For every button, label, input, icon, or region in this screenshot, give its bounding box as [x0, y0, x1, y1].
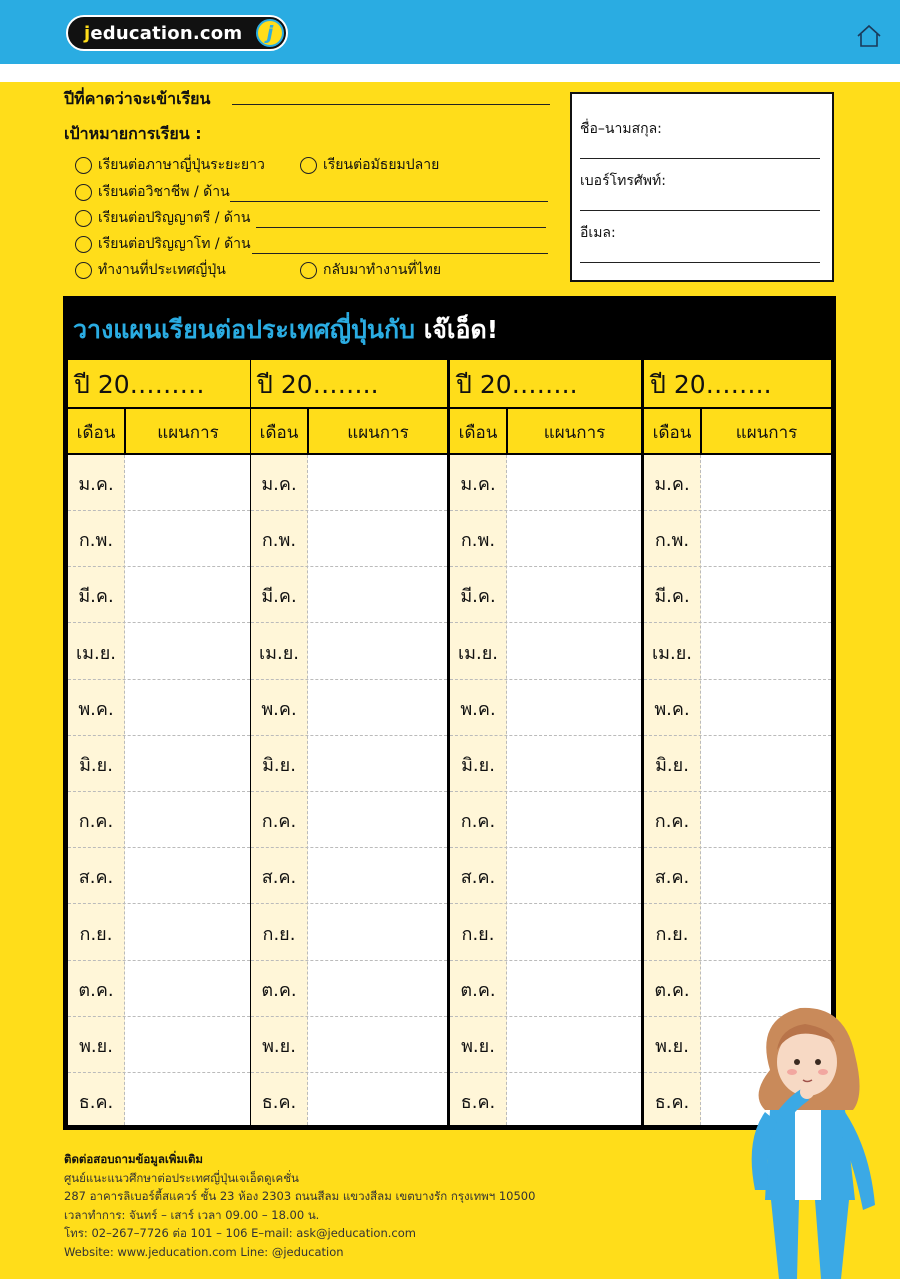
month-label: ต.ค.: [78, 979, 114, 1001]
month-row[interactable]: [450, 792, 641, 848]
month-label: เม.ย.: [258, 642, 299, 664]
option-label: เรียนต่อภาษาญี่ปุ่นระยะยาว: [98, 157, 265, 173]
expected-year-field[interactable]: [232, 104, 550, 105]
option-high-school[interactable]: [300, 154, 439, 176]
month-row[interactable]: [68, 567, 250, 623]
month-label: ก.ย.: [655, 923, 689, 945]
month-row[interactable]: [251, 567, 447, 623]
plan-header: แผนการ: [543, 423, 606, 443]
month-row[interactable]: [68, 624, 250, 680]
option-bachelor[interactable]: [75, 207, 250, 229]
month-row[interactable]: [450, 736, 641, 792]
month-label: ม.ค.: [261, 474, 297, 495]
month-label: มิ.ย.: [461, 755, 495, 776]
email-label: อีเมล:: [580, 225, 616, 241]
column-subheader: [251, 409, 447, 453]
footer-contact: [64, 1150, 624, 1261]
footer-line: Website: www.jeducation.com Line: @jeducation: [64, 1244, 344, 1259]
month-row[interactable]: [68, 736, 250, 792]
logo-badge: j: [256, 19, 284, 47]
month-row[interactable]: [644, 792, 831, 848]
option-label: เรียนต่อมัธยมปลาย: [323, 157, 440, 173]
footer-line: โทร: 02–267–7726 ต่อ 101 – 106 E–mail: ask@jeducation.com: [64, 1226, 416, 1240]
month-row[interactable]: [450, 905, 641, 961]
month-row[interactable]: [450, 455, 641, 511]
plan-header: แผนการ: [347, 423, 409, 443]
plan-title-accent: เจ๊เอ็ด!: [423, 315, 499, 344]
month-row[interactable]: [644, 624, 831, 680]
month-label: ก.ย.: [461, 923, 495, 945]
month-label: ก.ค.: [460, 811, 496, 833]
month-header: เดือน: [450, 409, 508, 453]
radio-circle[interactable]: [75, 236, 92, 253]
logo-text: jeducation.com: [84, 22, 243, 44]
month-label: พ.ค.: [460, 698, 496, 720]
month-label: ก.ย.: [79, 923, 113, 945]
option-label: เรียนต่อปริญญาตรี / ด้าน: [98, 210, 251, 226]
option-master[interactable]: [75, 233, 251, 255]
month-label: ส.ค.: [78, 867, 114, 889]
month-label: ก.ค.: [261, 811, 297, 833]
option-long-term-language[interactable]: [75, 154, 265, 176]
month-label: เม.ย.: [75, 642, 116, 664]
year-column: [450, 360, 641, 1125]
year-header[interactable]: ปี 20……..: [450, 360, 641, 407]
month-label: พ.ค.: [654, 698, 690, 720]
month-rows: [251, 455, 447, 1125]
month-label: มิ.ย.: [79, 755, 113, 776]
month-row[interactable]: [450, 680, 641, 736]
month-row[interactable]: [450, 1073, 641, 1129]
jeducation-logo[interactable]: [66, 15, 288, 51]
month-label: ก.พ.: [654, 530, 690, 552]
month-row[interactable]: [251, 848, 447, 904]
option-label: เรียนต่อวิชาชีพ / ด้าน: [98, 184, 230, 200]
month-label: ก.พ.: [460, 530, 496, 552]
month-row[interactable]: [450, 624, 641, 680]
month-row[interactable]: [450, 511, 641, 567]
year-header[interactable]: ปี 20………: [68, 360, 250, 407]
option-label: กลับมาทำงานที่ไทย: [323, 262, 442, 278]
month-label: ธ.ค.: [78, 1092, 114, 1114]
month-label: พ.ค.: [261, 698, 297, 720]
month-label: ธ.ค.: [460, 1092, 496, 1114]
month-label: ส.ค.: [261, 867, 297, 889]
month-label: มี.ค.: [261, 586, 297, 608]
month-row[interactable]: [450, 848, 641, 904]
month-label: ก.ค.: [654, 811, 690, 833]
phone-label: เบอร์โทรศัพท์:: [580, 173, 666, 189]
month-label: ต.ค.: [654, 979, 690, 1001]
radio-circle[interactable]: [75, 184, 92, 201]
month-label: ธ.ค.: [654, 1092, 690, 1114]
month-row[interactable]: [68, 848, 250, 904]
name-field[interactable]: [580, 158, 820, 159]
month-label: พ.ย.: [79, 1036, 113, 1057]
month-label: เม.ย.: [457, 642, 498, 664]
year-header[interactable]: ปี 20……..: [251, 360, 447, 407]
month-label: มี.ค.: [78, 586, 114, 608]
month-row[interactable]: [251, 905, 447, 961]
radio-circle[interactable]: [75, 210, 92, 227]
month-row[interactable]: [251, 455, 447, 511]
month-row[interactable]: [644, 511, 831, 567]
column-subheader: [450, 409, 641, 453]
month-label: ก.พ.: [78, 530, 114, 552]
month-label: มี.ค.: [460, 586, 496, 608]
month-label: ส.ค.: [460, 867, 496, 889]
month-row[interactable]: [450, 567, 641, 623]
month-row[interactable]: [251, 961, 447, 1017]
radio-circle[interactable]: [75, 157, 92, 174]
month-row[interactable]: [68, 905, 250, 961]
month-label: พ.ย.: [461, 1036, 495, 1057]
radio-circle[interactable]: [300, 262, 317, 279]
month-row[interactable]: [644, 680, 831, 736]
email-field[interactable]: [580, 262, 820, 263]
year-column: [251, 360, 447, 1125]
month-row[interactable]: [450, 1017, 641, 1073]
plan-header: แผนการ: [735, 423, 798, 443]
month-label: เม.ย.: [651, 642, 692, 664]
home-icon[interactable]: [856, 24, 882, 48]
month-row[interactable]: [68, 511, 250, 567]
month-label: ธ.ค.: [261, 1092, 297, 1114]
bachelor-field[interactable]: [256, 227, 546, 228]
top-divider: [0, 64, 900, 82]
month-row[interactable]: [68, 792, 250, 848]
footer-line: เวลาทำการ: จันทร์ – เสาร์ เวลา 09.00 – 18.00 น.: [64, 1207, 320, 1222]
month-row[interactable]: [644, 905, 831, 961]
month-row[interactable]: [251, 1073, 447, 1129]
plan-title-main: วางแผนเรียนต่อประเทศญี่ปุ่นกับ: [73, 315, 415, 344]
option-label: ทำงานที่ประเทศญี่ปุ่น: [98, 262, 226, 278]
month-row[interactable]: [68, 455, 250, 511]
radio-circle[interactable]: [300, 157, 317, 174]
footer-line: 287 อาคารลิเบอร์ตี้สแควร์ ชั้น 23 ห้อง 2303 ถนนสีลม แขวงสีลม เขตบางรัก กรุงเทพฯ 10500: [64, 1189, 536, 1203]
plan-header: แผนการ: [157, 423, 219, 443]
month-label: ม.ค.: [654, 474, 690, 495]
month-row[interactable]: [644, 848, 831, 904]
goal-label: เป้าหมายการเรียน :: [64, 124, 202, 143]
month-row[interactable]: [251, 736, 447, 792]
month-label: มิ.ย.: [262, 755, 296, 776]
plan-title: [73, 310, 498, 350]
footer-line: ศูนย์แนะแนวศึกษาต่อประเทศญี่ปุ่นเจเอ็ดดูเคชั่น: [64, 1170, 299, 1185]
month-label: พ.ย.: [655, 1036, 689, 1057]
month-label: ต.ค.: [460, 979, 496, 1001]
year-header[interactable]: ปี 20……..: [644, 360, 831, 407]
month-label: มิ.ย.: [655, 755, 689, 776]
column-subheader: [68, 409, 250, 453]
month-row[interactable]: [68, 680, 250, 736]
month-label: ม.ค.: [78, 474, 114, 495]
vocational-field[interactable]: [230, 201, 548, 202]
month-header: เดือน: [251, 409, 309, 453]
month-row[interactable]: [644, 455, 831, 511]
month-row[interactable]: [251, 511, 447, 567]
month-label: ก.พ.: [261, 530, 297, 552]
month-row[interactable]: [644, 567, 831, 623]
phone-field[interactable]: [580, 210, 820, 211]
month-label: ก.ย.: [262, 923, 296, 945]
option-work-thailand[interactable]: [300, 259, 441, 281]
radio-circle[interactable]: [75, 262, 92, 279]
option-work-japan[interactable]: [75, 259, 226, 281]
month-row[interactable]: [68, 1017, 250, 1073]
year-column: [68, 360, 250, 1125]
contact-box: [570, 92, 834, 282]
month-label: มี.ค.: [654, 586, 690, 608]
month-row[interactable]: [68, 1073, 250, 1129]
month-label: ส.ค.: [654, 867, 690, 889]
month-label: พ.ย.: [262, 1036, 296, 1057]
option-label: เรียนต่อปริญญาโท / ด้าน: [98, 236, 251, 252]
month-rows: [450, 455, 641, 1125]
plan-table: [63, 296, 836, 1130]
month-row[interactable]: [251, 1017, 447, 1073]
month-label: พ.ค.: [78, 698, 114, 720]
month-label: ต.ค.: [261, 979, 297, 1001]
column-subheader: [644, 409, 831, 453]
footer-heading: ติดต่อสอบถามข้อมูลเพิ่มเติม: [64, 1152, 204, 1166]
month-row[interactable]: [251, 680, 447, 736]
name-label: ชื่อ–นามสกุล:: [580, 121, 662, 137]
month-rows: [68, 455, 250, 1125]
mascot-illustration: [735, 1000, 885, 1279]
month-row[interactable]: [68, 961, 250, 1017]
month-label: ก.ค.: [78, 811, 114, 833]
expected-year-label: ปีที่คาดว่าจะเข้าเรียน: [64, 89, 211, 108]
month-row[interactable]: [251, 792, 447, 848]
month-label: ม.ค.: [460, 474, 496, 495]
month-header: เดือน: [68, 409, 126, 453]
master-field[interactable]: [252, 253, 548, 254]
month-row[interactable]: [251, 624, 447, 680]
month-row[interactable]: [450, 961, 641, 1017]
month-header: เดือน: [644, 409, 702, 453]
option-vocational[interactable]: [75, 181, 230, 203]
month-row[interactable]: [644, 736, 831, 792]
